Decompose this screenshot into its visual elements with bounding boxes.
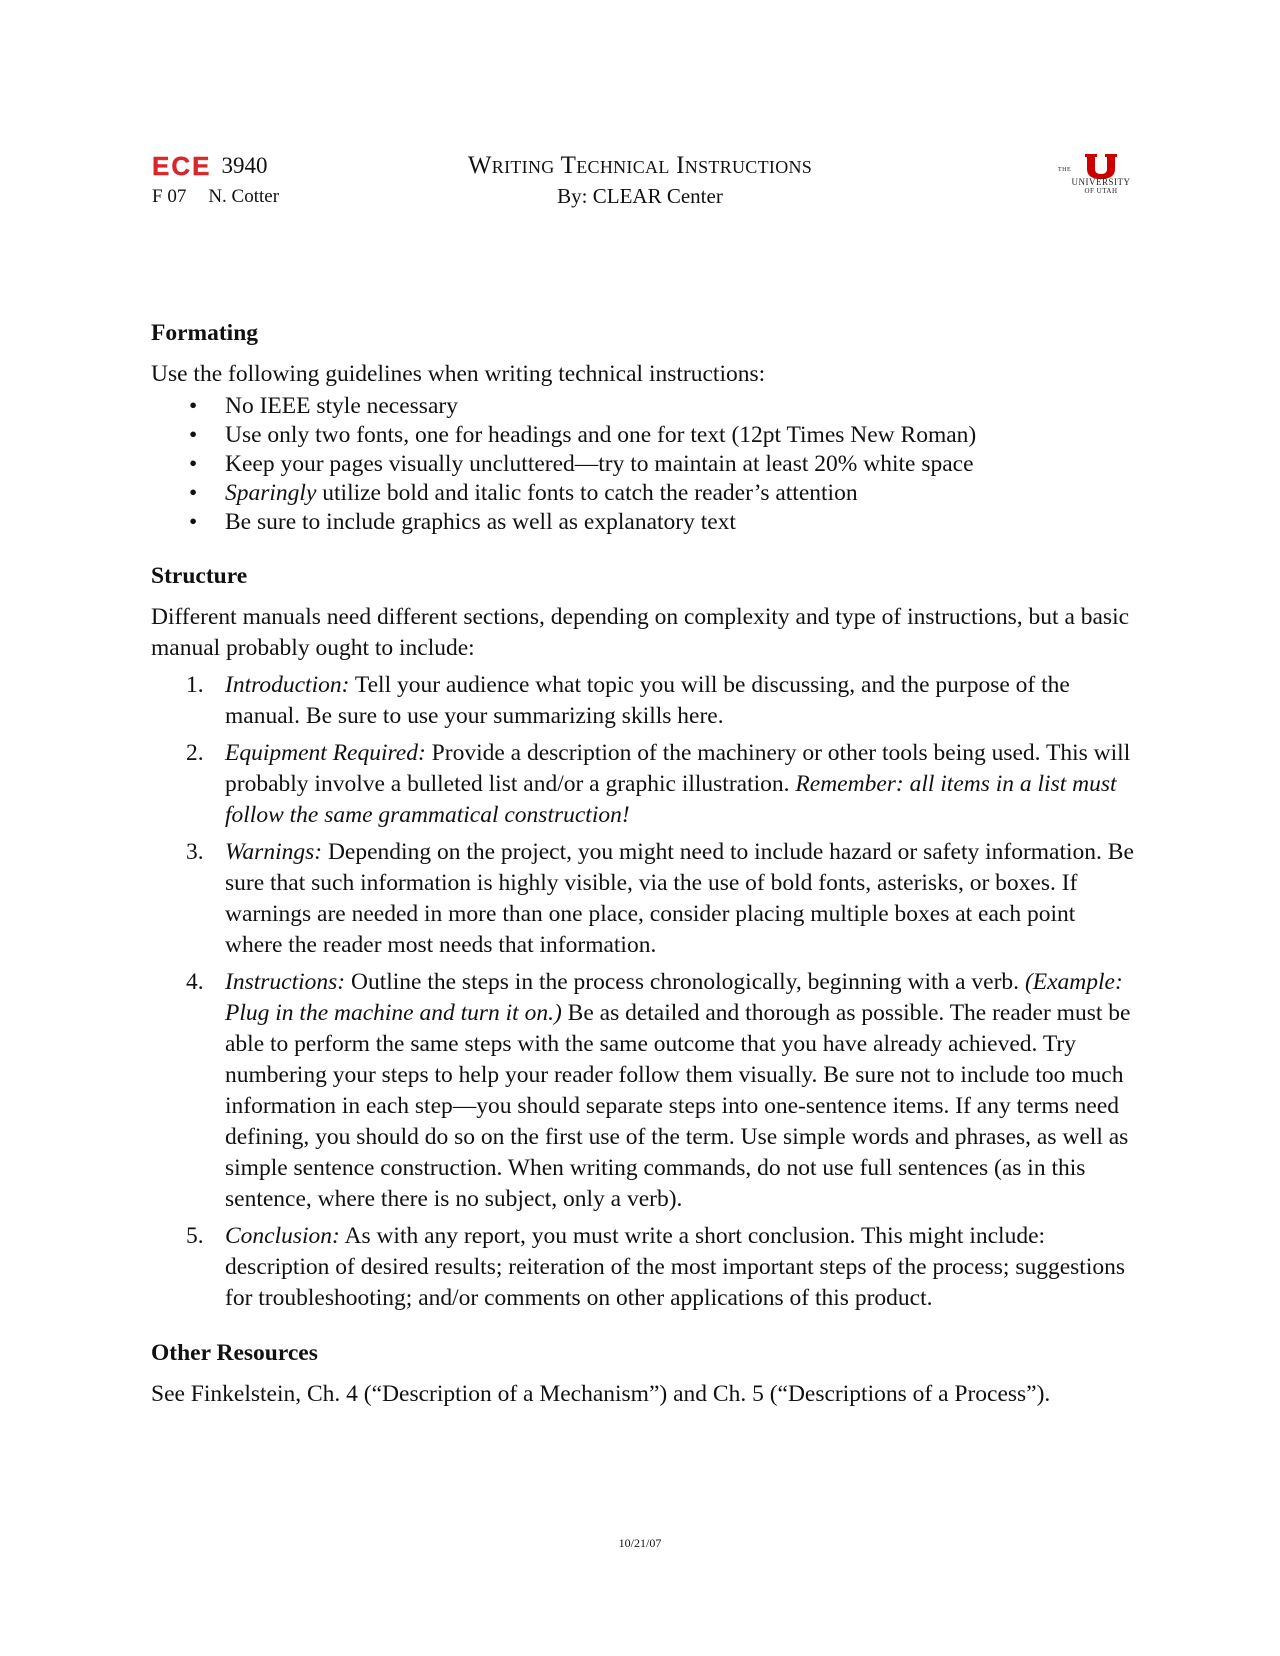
list-item: 1. Introduction: Tell your audience what topic you will be discussing, and the purpose of the manual. Be sure to use your summarizing skills here. — [186, 672, 1070, 729]
footer-date: 10/21/07 — [618, 1536, 662, 1550]
list-item: 5. Conclusion: As with any report, you must write a short conclusion. This might include: description of desired results; reiteration of the most important steps of the process; suggestions for troubleshooting; and/or comments on other applications of this product. — [186, 1223, 1125, 1311]
structure-intro: Different manuals need different sections, depending on complexity and type of instructions, but a basic manual probably ought to include: — [151, 604, 1130, 661]
logo-the: THE — [1058, 167, 1072, 173]
resources-section — [151, 1338, 1136, 1410]
course-info — [152, 150, 279, 208]
term: F 07 — [152, 186, 187, 207]
structure-heading: Structure — [151, 563, 248, 589]
structure-list — [151, 670, 1136, 1314]
list-item: 4. Instructions: Outline the steps in the process chronologically, beginning with a verb. (Example: Plug in the machine and turn it on.) Be as detailed and thorough as possible. The reader must be able to perform the same steps with the same outcome that you have already achieved. Try numbering your steps to help your reader follow them visually. Be sure not to include too much information in each step—you should separate steps into one-sentence items. If any terms need defining, you should do so on the first use of the term. Use simple words and phrases, as well as simple sentence construction. When writing commands, do not use full sentences (as in this sentence, where there is no subject, only a verb). — [186, 969, 1131, 1212]
list-item: • Keep your pages visually uncluttered—try to maintain at least 20% white space — [151, 450, 1136, 479]
list-item: 3. Warnings: Depending on the project, you might need to include hazard or safety information. Be sure that such information is highly visible, via the use of bold fonts, asterisks, or boxes. If warnings are needed in more than one place, consider placing multiple boxes at each point where the reader most needs that information. — [186, 839, 1134, 958]
logo-of-utah: OF UTAH — [1084, 187, 1118, 195]
list-item: • No IEEE style necessary — [151, 392, 1136, 421]
byline: By: CLEAR Center — [557, 184, 723, 208]
resources-heading: Other Resources — [151, 1340, 318, 1366]
title-block — [340, 152, 940, 209]
list-item: • Sparingly utilize bold and italic fonts to catch the reader’s attention — [151, 479, 1136, 508]
formatting-intro: Use the following guidelines when writing technical instructions: — [151, 361, 766, 387]
course-number: 3940 — [221, 153, 268, 178]
resources-text: See Finkelstein, Ch. 4 (“Description of a Mechanism”) and Ch. 5 (“Descriptions of a Process”). — [151, 1381, 1051, 1407]
list-item: • Use only two fonts, one for headings and one for text (12pt Times New Roman) — [151, 421, 1136, 450]
structure-section — [151, 561, 1136, 1314]
document-body — [151, 318, 1136, 1410]
formatting-bullets — [151, 392, 1136, 537]
logo-university: UNIVERSITY — [1071, 177, 1131, 187]
utah-u-icon — [1081, 152, 1121, 180]
university-of-utah-logo — [1058, 152, 1136, 196]
formatting-section — [151, 318, 1136, 537]
course-line — [152, 150, 279, 182]
formatting-heading: Formating — [151, 320, 259, 346]
author: N. Cotter — [208, 186, 280, 207]
list-item: 2. Equipment Required: Provide a description of the machinery or other tools being used. This will probably involve a bulleted list and/or a graphic illustration. Remember: all items in a list must follow the same grammatical construction! — [186, 740, 1131, 828]
term-author-line — [152, 186, 279, 208]
list-item: • Be sure to include graphics as well as explanatory text — [151, 508, 1136, 537]
document-title: Writing Technical Instructions — [467, 152, 813, 179]
ece-logo: ECE — [152, 151, 212, 181]
